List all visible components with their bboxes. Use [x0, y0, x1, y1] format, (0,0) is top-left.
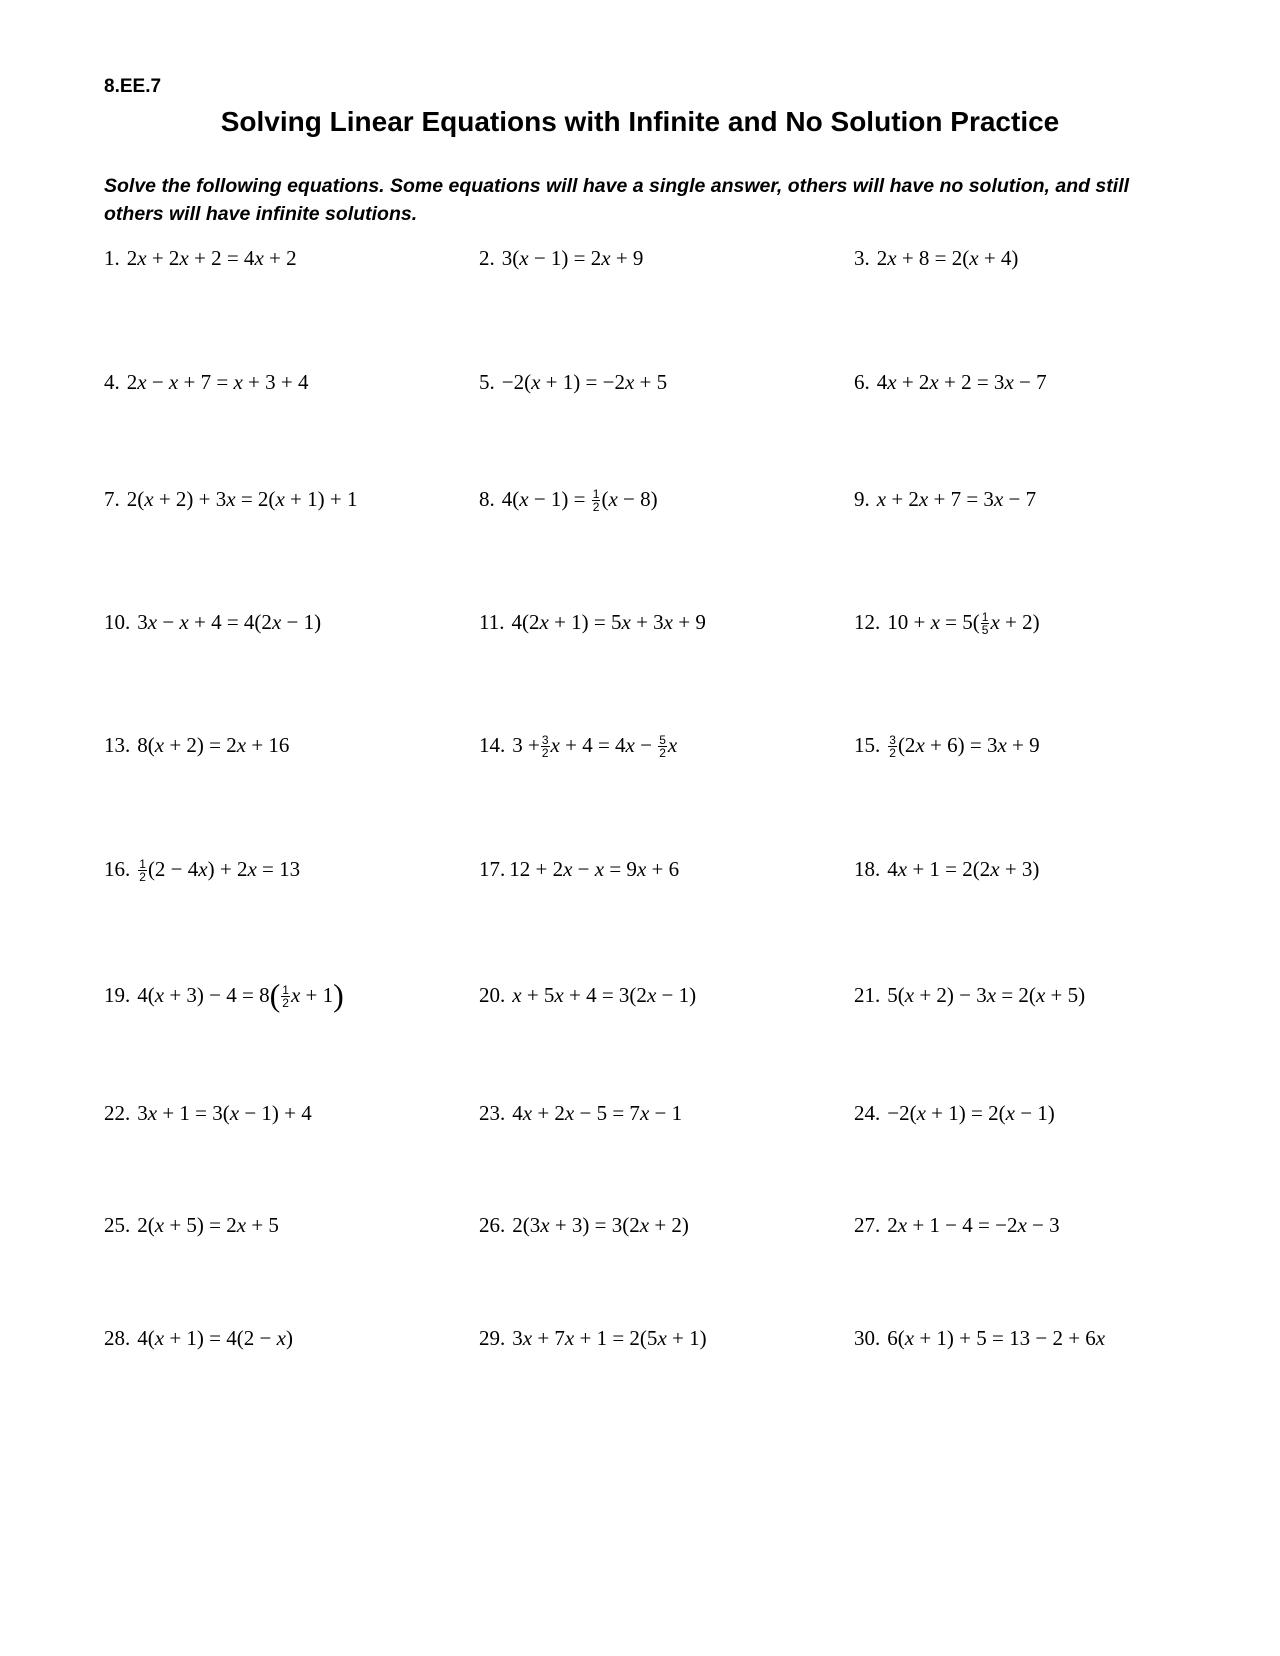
problem-13: 13. 8(x + 2) = 2x + 16: [104, 733, 290, 757]
problem-19: 19. 4(x + 3) − 4 = 8( $\frac{1}{2}$ x + 1): [104, 977, 344, 1013]
problem-16: 16. $\frac{1}{2}$ (2 − 4x) + 2x = 13: [104, 856, 301, 884]
problem-30: 30. 6(x + 1) + 5 = 13 − 2 + 6x: [854, 1326, 1106, 1350]
problem-number: 26.: [479, 1213, 506, 1237]
problem-number: 22.: [104, 1101, 131, 1125]
problem-18: 18. 4x + 1 = 2(2x + 3): [854, 857, 1040, 881]
problem-number: 7.: [104, 487, 120, 511]
problem-number: 29.: [479, 1326, 506, 1350]
problem-6: 6. 4x + 2x + 2 = 3x − 7: [854, 370, 1047, 394]
problem-number: 4.: [104, 370, 120, 394]
fraction: $\frac{1}{2}$: [139, 856, 146, 884]
fraction: $\frac{3}{2}$: [889, 732, 896, 760]
problem-15: 15. $\frac{3}{2}$ (2x + 6) = 3x + 9: [854, 732, 1040, 760]
problem-number: 10.: [104, 610, 131, 634]
problem-14: 14. 3 + $\frac{3}{2}$ x + 4 = 4x − $\frac{5}{2}$ x: [479, 732, 678, 760]
problem-7: 7. 2(x + 2) + 3x = 2(x + 1) + 1: [104, 487, 358, 511]
fraction: $\frac{1}{5}$: [981, 609, 989, 637]
problem-20: 20. x + 5x + 4 = 3(2x − 1): [479, 983, 697, 1007]
fraction: $\frac{1}{2}$: [592, 486, 600, 514]
problem-number: 3.: [854, 246, 870, 270]
problem-number: 14.: [479, 733, 506, 757]
problem-number: 19.: [104, 983, 131, 1007]
problem-27: 27. 2x + 1 − 4 = −2x − 3: [854, 1213, 1060, 1237]
problem-2: 2. 3(x − 1) = 2x + 9: [479, 246, 644, 270]
problem-29: 29. 3x + 7x + 1 = 2(5x + 1): [479, 1326, 707, 1350]
problem-number: 1.: [104, 246, 120, 270]
problem-number: 24.: [854, 1101, 881, 1125]
problem-25: 25. 2(x + 5) = 2x + 5: [104, 1213, 279, 1237]
problem-4: 4. 2x − x + 7 = x + 3 + 4: [104, 370, 309, 394]
problem-23: 23. 4x + 2x − 5 = 7x − 1: [479, 1101, 683, 1125]
problem-28: 28. 4(x + 1) = 4(2 − x): [104, 1326, 293, 1350]
problem-21: 21. 5(x + 2) − 3x = 2(x + 5): [854, 983, 1086, 1007]
problem-number: 2.: [479, 246, 495, 270]
problem-12: 12. 10 + x = 5( $\frac{1}{5}$ x + 2): [854, 609, 1040, 637]
problem-8: 8. 4(x − 1) = $\frac{1}{2}$ (x − 8): [479, 486, 658, 514]
problem-11: 11. 4(2x + 1) = 5x + 3x + 9: [479, 610, 706, 634]
problem-number: 13.: [104, 733, 131, 757]
problem-3: 3. 2x + 8 = 2(x + 4): [854, 246, 1019, 270]
problem-1: 1. 2x + 2x + 2 = 4x + 2: [104, 246, 297, 270]
problem-number: 27.: [854, 1213, 881, 1237]
problem-number: 8.: [479, 487, 495, 511]
problem-number: 23.: [479, 1101, 506, 1125]
instructions: Solve the following equations. Some equations will have a single answer, others will have no solution, and still others will have infinite solutions.: [104, 175, 1130, 225]
problem-number: 18.: [854, 857, 881, 881]
problem-number: 17.: [479, 857, 506, 881]
problem-number: 25.: [104, 1213, 131, 1237]
standard-code: 8.EE.7: [104, 76, 162, 97]
problem-number: 21.: [854, 983, 881, 1007]
problem-26: 26. 2(3x + 3) = 3(2x + 2): [479, 1213, 689, 1237]
problem-17: 17. 12 + 2x − x = 9x + 6: [479, 857, 680, 881]
problem-5: 5. −2(x + 1) = −2x + 5: [479, 370, 668, 394]
problem-10: 10. 3x − x + 4 = 4(2x − 1): [104, 610, 322, 634]
fraction: $\frac{1}{2}$: [282, 982, 289, 1010]
problem-number: 20.: [479, 983, 506, 1007]
problem-22: 22. 3x + 1 = 3(x − 1) + 4: [104, 1101, 312, 1125]
problem-number: 15.: [854, 733, 881, 757]
problem-number: 9.: [854, 487, 870, 511]
problem-24: 24. −2(x + 1) = 2(x − 1): [854, 1101, 1055, 1125]
problem-number: 28.: [104, 1326, 131, 1350]
problem-number: 16.: [104, 857, 131, 881]
problem-number: 12.: [854, 610, 881, 634]
problem-number: 30.: [854, 1326, 881, 1350]
fraction: $\frac{3}{2}$: [541, 732, 549, 760]
worksheet-title: Solving Linear Equations with Infinite and No Solution Practice: [220, 106, 1060, 137]
problem-number: 6.: [854, 370, 870, 394]
problem-number: 5.: [479, 370, 495, 394]
problem-number: 11.: [479, 610, 505, 634]
problem-9: 9. x + 2x + 7 = 3x − 7: [854, 487, 1037, 511]
fraction: $\frac{5}{2}$: [659, 732, 666, 760]
